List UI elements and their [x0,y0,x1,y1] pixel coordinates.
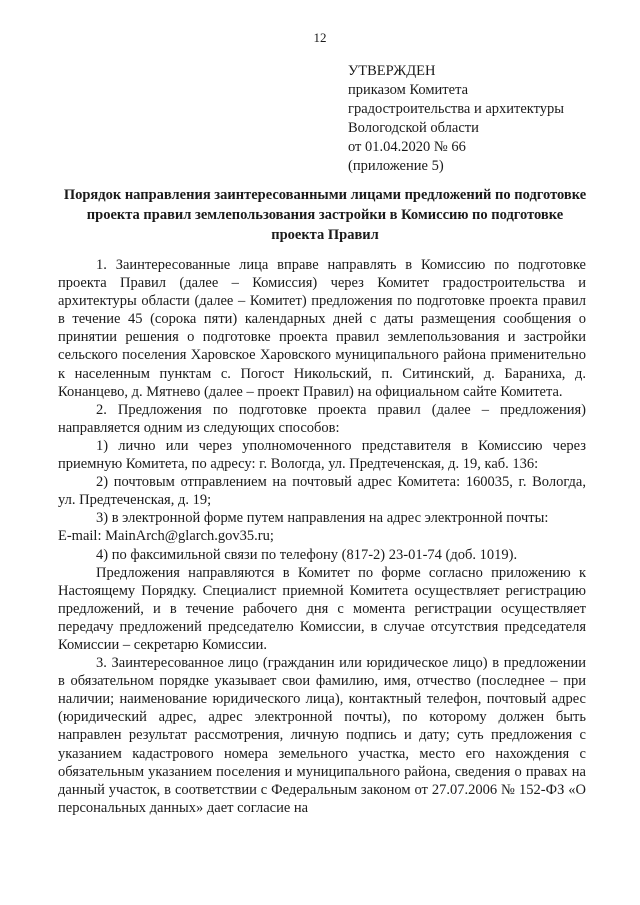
approval-heading: УТВЕРЖДЕН [348,63,436,79]
paragraph: 2. Предложения по подготовке проекта правил (далее – предложения) направляется одним из следующих способов: [58,401,586,436]
paragraph: 1) лично или через уполномоченного представителя в Комиссию через приемную Комитета, по адресу: г. Вологда, ул. Предтеченская, д. 19, каб. 136: [58,437,586,473]
paragraph: 3. Заинтересованное лицо (гражданин или юридическое лицо) в предложении в обязательном порядке указывает свои фамилию, имя, отчество (последнее – при наличии; наименование юридического лица), контактный телефон, почтовый адрес (юридический адрес, адрес электронной почты), по которому должен быть направлен результат рассмотрения, личную подпись и дату; суть предложения с указанием кадастрового номера земельного участка, место его нахождения с обязательным указанием поселения и муниципального района, сведения о правах на данный участок, в соответствии с Федеральным законом от 27.07.2006 № 152-ФЗ «О персональных данных» дает согласие на [58,655,586,816]
approval-appendix: (приложение 5) [348,158,444,174]
approval-line: Вологодской области [348,120,479,136]
paragraph: 4) по факсимильной связи по телефону (817-2) 23-01-74 (доб. 1019). [96,546,518,563]
paragraph: 1. Заинтересованные лица вправе направлять в Комиссию по подготовке проекта Правил (далее – Комиссия) через Комитет градостроительства и архитектуры области (далее – Комитет) предложения по подготовке проекта правил в течение 45 (сорока пяти) календарных дней с даты размещения сообщения о принятии решения о подготовке проекта правил землепользования и застройки сельского поселения Харовское Харовского муниципального района применительно к населенным пунктам с. Погост Никольский, п. Ситинский, д. Бараниха, д. Конанцево, д. Мятнево (далее – проект Правил) на официальном сайте Комитета. [58,257,586,400]
paragraph: 3) в электронной форме путем направления на адрес электронной почты: [96,510,549,527]
approval-line: градостроительства и архитектуры [348,101,565,117]
approval-line: приказом Комитета [348,82,469,98]
approval-stamp [348,62,564,176]
document-body [58,256,586,817]
email-line: E-mail: MainArch@glarch.gov35.ru; [58,528,274,545]
paragraph: Предложения направляются в Комитет по форме согласно приложению к Настоящему Порядку. Специалист приемной Комитета осуществляет регистрацию предложений, и в течение рабочего дня с момента регистрации осуществляет передачу предложений председателю Комиссии, в случае отсутствия председателя Комиссии – секретарю Комиссии. [58,564,586,653]
paragraph: 2) почтовым отправлением на почтовый адрес Комитета: 160035, г. Вологда, ул. Предтеченская, д. 19; [58,474,586,509]
page-number: 12 [313,30,327,45]
document-title: Порядок направления заинтересованными лицами предложений по подготовке проекта правил землепользования застройки в Комиссию по подготовке проекта Правил [63,187,587,243]
approval-date-number: от 01.04.2020 № 66 [348,139,466,155]
